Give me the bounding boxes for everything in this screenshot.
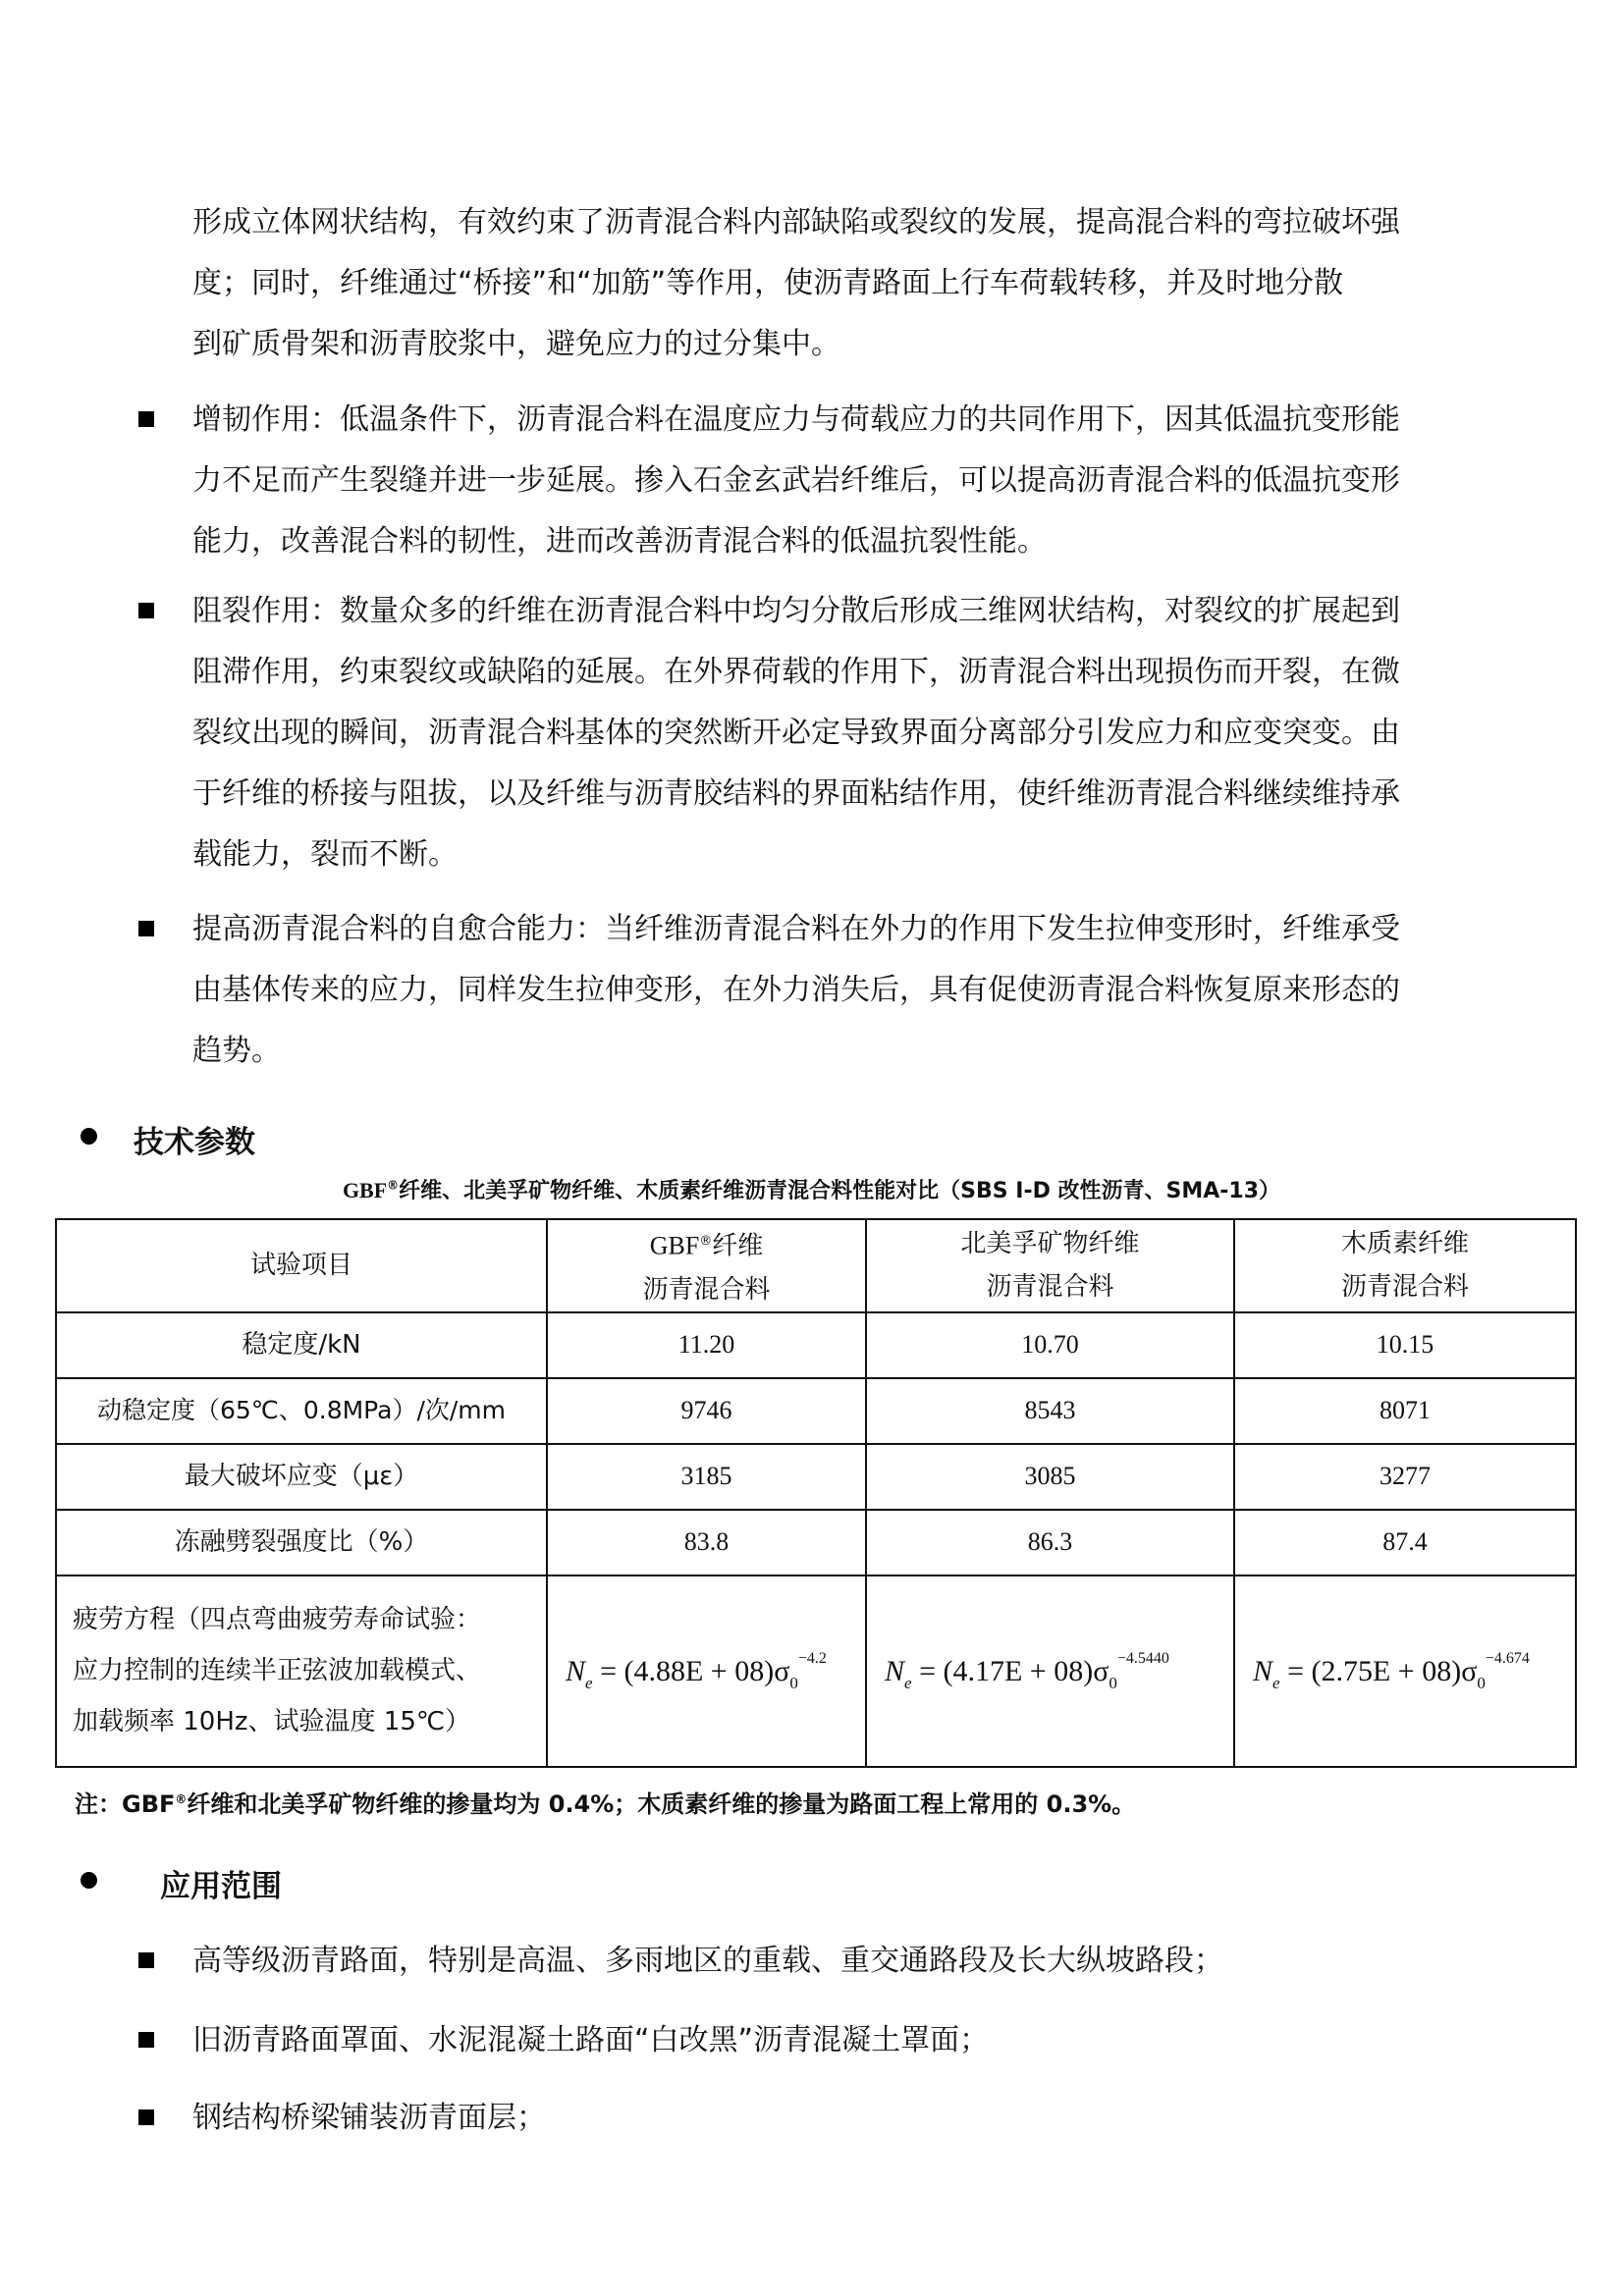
header-cell-mineral: 北美孚矿物纤维 沥青混合料 [866, 1219, 1234, 1312]
fatigue-formula-mineral: $N_e = (4.17E + 08)\sigma_0^{-4.5440}$ [866, 1575, 1234, 1767]
effect-line: 由基体传来的应力，同样发生拉伸变形，在外力消失后，具有促使沥青混合料恢复原来形态的 [192, 973, 1400, 1007]
effect-self-healing-paragraph [192, 899, 1557, 1082]
square-bullet-icon [138, 2109, 154, 2125]
row-label: 动稳定度（65℃、0.8MPa）/次/mm [56, 1378, 547, 1444]
fatigue-label: 疲劳方程（四点弯曲疲劳寿命试验： 应力控制的连续半正弦波加载模式、 加载频率 10Hz、试验温度 15℃） [56, 1575, 547, 1767]
table-row [56, 1444, 1576, 1510]
table-row [56, 1312, 1576, 1378]
table-row [56, 1378, 1576, 1444]
application-heading: 应用范围 [160, 1869, 282, 1904]
row-value: 10.70 [866, 1312, 1234, 1378]
effect-line: 阻滞作用，约束裂纹或缺陷的延展。在外界荷载的作用下，沥青混合料出现损伤而开裂，在微 [192, 655, 1400, 689]
header-cell-item: 试验项目 [56, 1219, 547, 1312]
row-label: 稳定度/kN [56, 1312, 547, 1378]
row-label: 最大破坏应变（με） [56, 1444, 547, 1510]
effect-line: 力不足而产生裂缝并进一步延展。掺入石金玄武岩纤维后，可以提高沥青混合料的低温抗变形 [192, 463, 1400, 498]
effect-line: 于纤维的桥接与阻拔，以及纤维与沥青胶结料的界面粘结作用，使纤维沥青混合料继续维持承 [192, 776, 1400, 811]
square-bullet-icon [138, 603, 154, 618]
row-value: 3277 [1234, 1444, 1576, 1510]
table-row-fatigue [56, 1575, 1576, 1767]
effect-line: 能力，改善混合料的韧性，进而改善沥青混合料的低温抗裂性能。 [192, 524, 1047, 559]
application-item: 钢结构桥梁铺装沥青面层； [192, 2101, 546, 2135]
application-item: 高等级沥青路面，特别是高温、多雨地区的重载、重交通路段及长大纵坡路段； [192, 1944, 1223, 1978]
row-value: 86.3 [866, 1510, 1234, 1575]
square-bullet-icon [138, 1952, 154, 1968]
row-value: 87.4 [1234, 1510, 1576, 1575]
square-bullet-icon [138, 2032, 154, 2048]
effect-line: 趋势。 [192, 1034, 281, 1068]
effect-line: 增韧作用：低温条件下，沥青混合料在温度应力与荷载应力的共同作用下，因其低温抗变形能 [192, 402, 1400, 437]
effect-line: 裂纹出现的瞬间，沥青混合料基体的突然断开必定导致界面分离部分引发应力和应变突变。由 [192, 716, 1400, 750]
table-header-row [56, 1219, 1576, 1312]
intro-paragraph [192, 192, 1557, 375]
fatigue-formula-gbf: $N_e = (4.88E + 08)\sigma_0^{-4.2}$ [547, 1575, 866, 1767]
tech-params-heading: 技术参数 [134, 1125, 255, 1160]
row-value: 8071 [1234, 1378, 1576, 1444]
effect-toughening-paragraph [192, 390, 1557, 572]
fatigue-formula-lignin: $N_e = (2.75E + 08)\sigma_0^{-4.674}$ [1234, 1575, 1576, 1767]
row-value: 10.15 [1234, 1312, 1576, 1378]
effect-crack-resistance-paragraph [192, 581, 1557, 885]
disc-bullet-icon [81, 1872, 97, 1889]
row-value: 8543 [866, 1378, 1234, 1444]
performance-comparison-table [55, 1218, 1577, 1768]
effect-line: 阻裂作用：数量众多的纤维在沥青混合料中均匀分散后形成三维网状结构，对裂纹的扩展起到 [192, 594, 1400, 628]
row-value: 9746 [547, 1378, 866, 1444]
header-cell-gbf: GBF®纤维 沥青混合料 [547, 1219, 866, 1312]
disc-bullet-icon [81, 1128, 97, 1145]
row-value: 83.8 [547, 1510, 866, 1575]
intro-line: 到矿质骨架和沥青胶浆中，避免应力的过分集中。 [192, 327, 840, 361]
application-item: 旧沥青路面罩面、水泥混凝土路面“白改黑”沥青混凝土罩面； [192, 2023, 990, 2057]
intro-line: 度；同时，纤维通过“桥接”和“加筋”等作用，使沥青路面上行车荷载转移，并及时地分散 [192, 266, 1344, 300]
effect-line: 提高沥青混合料的自愈合能力：当纤维沥青混合料在外力的作用下发生拉伸变形时，纤维承受 [192, 912, 1400, 946]
table-row [56, 1510, 1576, 1575]
intro-line: 形成立体网状结构，有效约束了沥青混合料内部缺陷或裂纹的发展，提高混合料的弯拉破坏强 [192, 205, 1400, 240]
row-value: 3085 [866, 1444, 1234, 1510]
row-value: 11.20 [547, 1312, 866, 1378]
row-label: 冻融劈裂强度比（%） [56, 1510, 547, 1575]
header-cell-lignin: 木质素纤维 沥青混合料 [1234, 1219, 1576, 1312]
table-caption: GBF®纤维、北美孚矿物纤维、木质素纤维沥青混合料性能对比（SBS I-D 改性沥青、SMA-13） [342, 1178, 1281, 1203]
square-bullet-icon [138, 921, 154, 936]
row-value: 3185 [547, 1444, 866, 1510]
square-bullet-icon [138, 411, 154, 427]
table-note: 注：GBF®纤维和北美孚矿物纤维的掺量均为 0.4%；木质素纤维的掺量为路面工程上常用的 0.3%。 [75, 1790, 1136, 1818]
effect-line: 载能力，裂而不断。 [192, 837, 458, 872]
